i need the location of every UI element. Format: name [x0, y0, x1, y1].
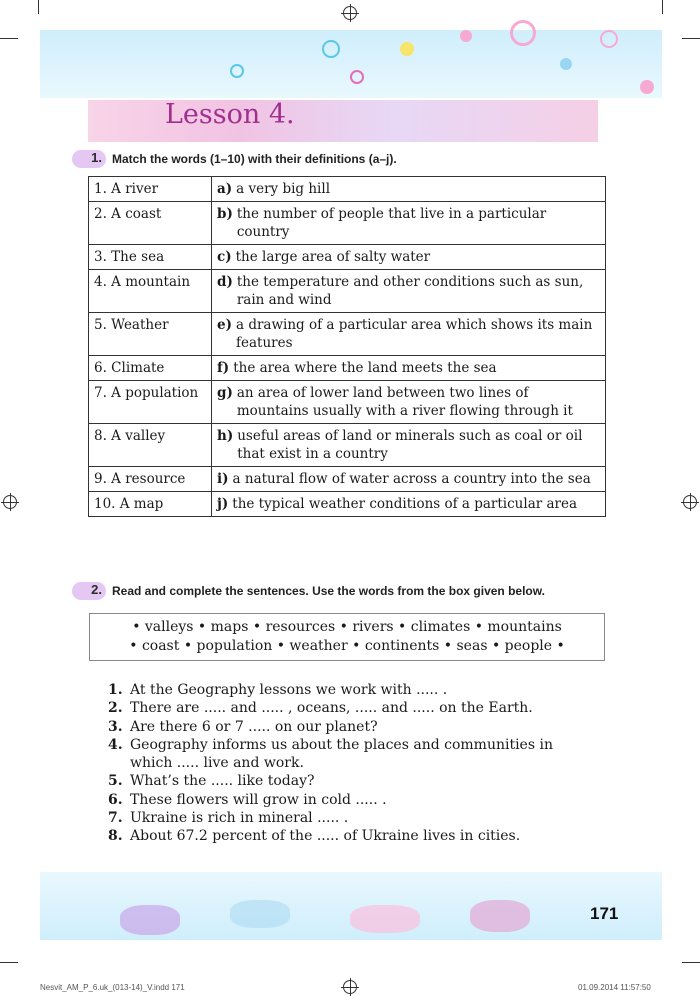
definition-cell [212, 467, 606, 492]
sentence-text: About 67.2 percent of the ..... of Ukraine lives in cities. [130, 828, 521, 845]
footer-datetime: 01.09.2014 11:57:50 [578, 983, 651, 992]
crop-mark [682, 38, 700, 39]
definition-cell [212, 270, 606, 313]
list-item [108, 791, 598, 809]
decor-dot [560, 58, 572, 70]
definition-letter: f) [217, 360, 230, 376]
matching-table [88, 176, 606, 517]
definition-cell [212, 177, 606, 202]
registration-mark [683, 495, 697, 509]
list-item [108, 718, 598, 736]
list-item [108, 827, 598, 845]
decor-dot [350, 70, 364, 84]
word-box [89, 613, 605, 661]
definition-cell [212, 356, 606, 381]
word-cell: 5. Weather [89, 313, 212, 356]
table-row [89, 202, 606, 245]
table-row [89, 177, 606, 202]
word-cell: 10. A map [89, 492, 212, 517]
definition-letter: c) [217, 249, 232, 265]
definition-cell [212, 202, 606, 245]
definition-cell [212, 245, 606, 270]
list-item [108, 809, 598, 827]
definition-letter: e) [217, 317, 232, 333]
table-row [89, 245, 606, 270]
table-row [89, 424, 606, 467]
exercise-1-badge: 1. [72, 150, 106, 168]
exercise-2-instruction: Read and complete the sentences. Use the words from the box given below. [112, 584, 545, 598]
decor-dot [460, 30, 472, 42]
sentence-number: 5. [108, 773, 123, 790]
definition-letter: a) [217, 181, 233, 197]
definition-letter: b) [217, 206, 233, 222]
definition-letter: g) [217, 385, 233, 401]
table-row [89, 492, 606, 517]
decor-dot [640, 80, 654, 94]
exercise-2-badge: 2. [72, 582, 106, 600]
word-cell: 7. A population [89, 381, 212, 424]
sentence-text: Ukraine is rich in mineral ..... . [130, 810, 349, 827]
word-cell: 4. A mountain [89, 270, 212, 313]
sentence-number: 6. [108, 791, 123, 808]
decor-dot [230, 900, 290, 928]
sentence-text: Are there 6 or 7 ..... on our planet? [130, 718, 378, 735]
sentence-number: 1. [108, 682, 123, 698]
table-row [89, 381, 606, 424]
crop-mark [0, 38, 18, 39]
decor-dot [120, 905, 180, 935]
sentence-list [108, 681, 598, 846]
definition-letter: d) [217, 274, 233, 290]
sentence-text: At the Geography lessons we work with ..... . [130, 682, 448, 698]
decor-dot [230, 64, 244, 78]
table-row [89, 270, 606, 313]
list-item [108, 736, 598, 773]
word-box-line-1: • valleys • maps • resources • rivers • climates • mountains [132, 619, 562, 635]
definition-text: the area where the land meets the sea [233, 360, 497, 376]
sentence-text: There are ..... and ..... , oceans, ..... and ..... on the Earth. [130, 700, 533, 717]
definition-letter: h) [217, 428, 234, 444]
decor-dot [350, 905, 420, 933]
sentence-number: 8. [108, 828, 123, 845]
table-row [89, 313, 606, 356]
table-row [89, 467, 606, 492]
sentence-text: What’s the ..... like today? [130, 773, 315, 790]
word-cell: 3. The sea [89, 245, 212, 270]
sentence-number: 7. [108, 810, 123, 827]
definition-cell [212, 424, 606, 467]
registration-mark [3, 495, 17, 509]
list-item [108, 681, 598, 699]
decor-dot [600, 30, 618, 48]
definition-text: the number of people that live in a particular country [236, 206, 547, 240]
sentence-text: Geography informs us about the places and communities in which ..... live and work. [130, 736, 553, 772]
decor-dot [322, 40, 340, 58]
list-item [108, 772, 598, 790]
definition-letter: i) [217, 471, 229, 487]
word-box-line-2: • coast • population • weather • continents • seas • people • [129, 638, 565, 654]
crop-mark [682, 962, 700, 963]
page-number: 171 [590, 904, 619, 923]
word-cell: 6. Climate [89, 356, 212, 381]
definition-cell [212, 492, 606, 517]
table-row [89, 356, 606, 381]
sentence-text: These flowers will grow in cold ..... . [130, 791, 387, 808]
sentence-number: 2. [108, 700, 123, 717]
footer-file-info: Nesvit_AM_P_6.uk_(013-14)_V.indd 171 [40, 983, 185, 992]
definition-cell [212, 381, 606, 424]
crop-mark [662, 0, 663, 14]
definition-text: an area of lower land between two lines of mountains usually with a river flowing through it [236, 385, 573, 419]
crop-mark [38, 0, 39, 14]
sentence-number: 3. [108, 718, 123, 735]
exercise-1-instruction: Match the words (1–10) with their definitions (a–j). [112, 152, 397, 166]
definition-text: a drawing of a particular area which shows its main features [235, 317, 593, 351]
definition-letter: j) [217, 496, 229, 512]
list-item [108, 699, 598, 717]
definition-text: a natural flow of water across a country into the sea [232, 471, 591, 487]
registration-mark [343, 980, 357, 994]
word-cell: 8. A valley [89, 424, 212, 467]
word-cell: 9. A resource [89, 467, 212, 492]
definition-text: useful areas of land or minerals such as coal or oil that exist in a country [237, 428, 583, 462]
word-cell: 1. A river [89, 177, 212, 202]
registration-mark [343, 6, 357, 20]
definition-cell [212, 313, 606, 356]
definition-text: the typical weather conditions of a particular area [232, 496, 578, 512]
decor-dot [400, 42, 414, 56]
sentence-number: 4. [108, 736, 123, 753]
word-cell: 2. A coast [89, 202, 212, 245]
decor-dot [510, 20, 536, 46]
definition-text: a very big hill [236, 181, 331, 197]
decor-dot [470, 900, 530, 932]
definition-text: the temperature and other conditions such as sun, rain and wind [236, 274, 584, 308]
page-title: Lesson 4. [165, 99, 295, 130]
definition-text: the large area of salty water [235, 249, 431, 265]
crop-mark [0, 962, 18, 963]
